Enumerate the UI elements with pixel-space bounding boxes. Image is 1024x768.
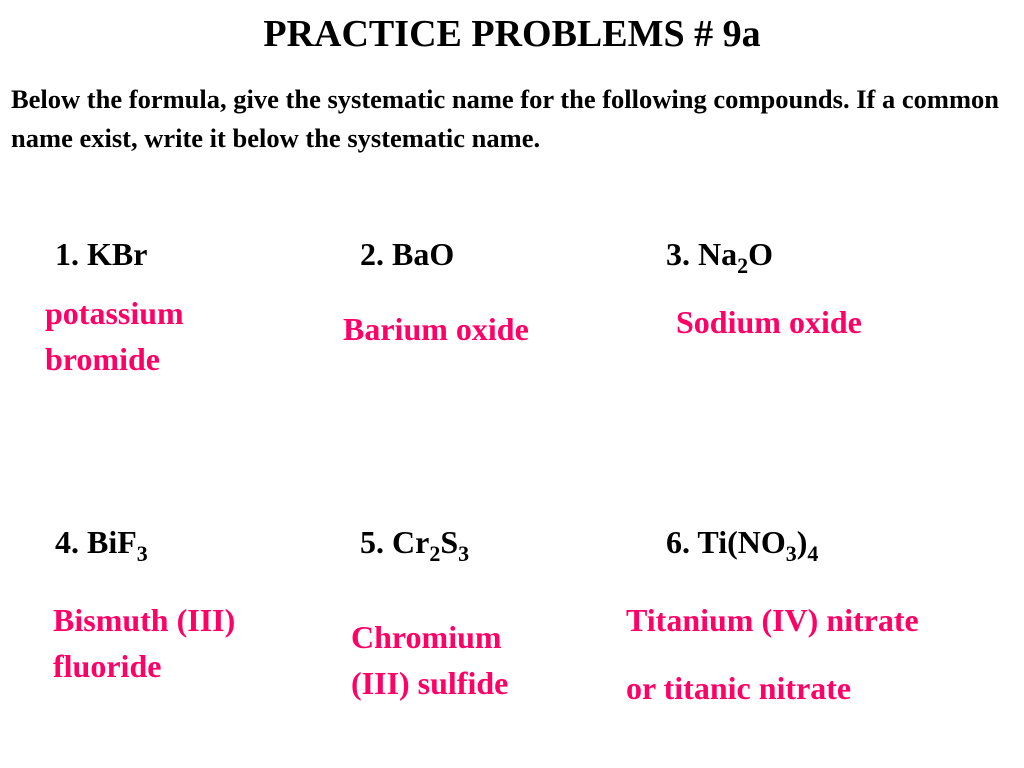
answer-line: Sodium oxide [676, 304, 862, 340]
problem-1-formula: 1. KBr [55, 236, 148, 272]
formula-text: S [440, 524, 459, 560]
answer-line: fluoride [53, 648, 162, 684]
answer-line: Barium oxide [343, 311, 529, 347]
page-title: PRACTICE PROBLEMS # 9a [263, 13, 761, 55]
instructions-text: Below the formula, give the systematic name for the following compounds. If a common name exist, write it below the systematic name. [11, 84, 1000, 153]
problem-3-answer [676, 299, 862, 345]
problem-2-formula: 2. BaO [360, 236, 455, 272]
problem-5-formula [360, 522, 470, 566]
problem-5-answer [351, 614, 508, 706]
problem-3-formula [666, 234, 773, 278]
answer-line: bromide [45, 341, 160, 377]
formula-subscript: 4 [807, 541, 819, 566]
formula-subscript: 3 [136, 541, 148, 566]
problem-2-answer [343, 306, 529, 352]
formula-text: 6. Ti(NO [666, 524, 786, 560]
formula-text: 5. Cr [360, 524, 430, 560]
formula-subscript: 3 [785, 541, 797, 566]
formula-text: 3. Na [666, 236, 738, 272]
answer-line: potassium [45, 295, 184, 331]
problem-6-answer [626, 597, 919, 711]
answer-line: or titanic nitrate [626, 670, 852, 706]
problem-6-formula [666, 522, 819, 566]
formula-subscript: 2 [429, 541, 441, 566]
problem-4-formula [55, 522, 148, 566]
answer-line: Titanium (IV) nitrate [626, 602, 919, 638]
answer-line: Bismuth (III) [53, 602, 236, 638]
problem-4-answer [53, 597, 235, 689]
problem-1-answer [45, 290, 184, 382]
answer-line: (III) sulfide [351, 665, 509, 701]
formula-text: O [748, 236, 773, 272]
answer-line: Chromium [351, 619, 502, 655]
formula-subscript: 3 [458, 541, 470, 566]
formula-text: ) [796, 524, 808, 560]
formula-text: 4. BiF [55, 524, 137, 560]
formula-subscript: 2 [737, 253, 749, 278]
